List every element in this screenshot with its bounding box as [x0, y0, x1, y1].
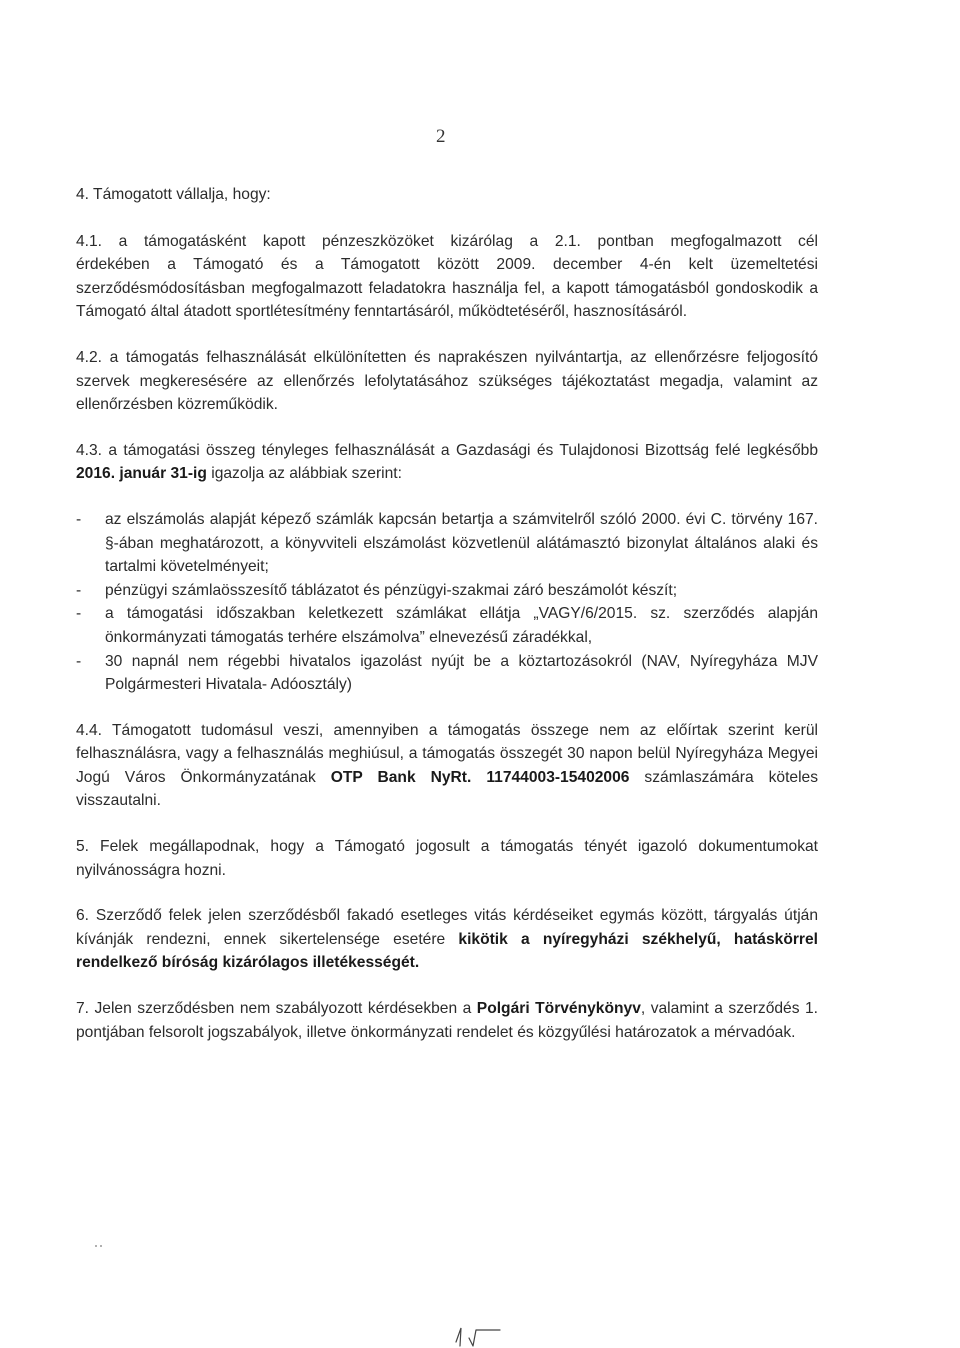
section-7 — [76, 997, 818, 1044]
list-item — [76, 508, 818, 579]
scan-speck-icon — [94, 1244, 104, 1248]
requirements-list — [76, 508, 818, 697]
section-4-3-year: 2016. — [76, 465, 116, 483]
list-item — [76, 579, 818, 603]
list-item-text: 30 napnál nem régebbi hivatalos igazolást nyújt be a köztartozásokról (NAV, Nyíregyháza MJV Polgármesteri Hivatala- Adóosztály) — [105, 652, 818, 694]
list-item-text: pénzügyi számlaösszesítő táblázatot és pénzügyi-szakmai záró beszámolót készít; — [105, 581, 678, 599]
list-dash: - — [76, 605, 82, 623]
section-6-text: 6. Szerződő felek jelen szerződésből fakadó esetleges vitás kérdéseiket egymás között, tárgyalás útján kívánják rendezni, ennek sikertelensége esetére — [76, 907, 818, 948]
document-body — [76, 183, 818, 1044]
section-4-1 — [76, 230, 818, 324]
section-4-3-deadline: január 31-ig — [119, 465, 207, 483]
list-item — [76, 650, 818, 697]
list-item — [76, 602, 818, 649]
section-4-4 — [76, 719, 818, 813]
section-6 — [76, 904, 818, 975]
list-item-text: az elszámolás alapját képező számlák kapcsán betartja a számvitelről szóló 2000. évi C. törvény 167. §-ában meghatározott, a könyvviteli elszámolást közvetlenül alátámasztó bizonylat általános alaki és tartalmi követelményeit; — [105, 510, 818, 576]
bank-name: OTP Bank NyRt. — [330, 768, 472, 786]
section-7-after: , valamint a szerződés 1. pontjában felsorolt jogszabályok, illetve önkormányzati rendelet és közgyűlési határozatok a mérvadóak. — [76, 1000, 819, 1041]
handwritten-initials-icon — [452, 1322, 512, 1348]
section-6-jurisdiction: kikötik a nyíregyházi székhelyű, hatáskörrel rendelkező bíróság kizárólagos illetékességét. — [76, 930, 818, 972]
section-4-1-text: érdekében a Támogató és a Támogatott között 2009. december 4-én kelt üzemeltetési szerződésmódosításban megfogalmazott feladatokra használja fel, a kapott támogatásból gondoskodik a Támogató által átadott sportlétesítmény fenntartásáról, működtetéséről, hasznosításáról. — [76, 256, 818, 321]
list-dash: - — [76, 581, 82, 599]
section-4-4-text: 4.4. Támogatott tudomásul veszi, amennyiben a támogatás összege nem az előírtak szerint kerül felhasználásra, vagy a felhasználás meghiúsul, a támogatás összegét 30 napon belül Nyíregyháza Megyei Jogú Város Önkormányzatának — [76, 721, 818, 786]
section-4-3 — [76, 439, 818, 486]
section-5: 5. Felek megállapodnak, hogy a Támogató jogosult a támogatás tényét igazoló dokumentumokat nyilvánosságra hozni. — [76, 838, 818, 879]
section-4-3-text: 4.3. a támogatási összeg tényleges felhasználását a Gazdasági és Tulajdonosi Bizottság felé legkésőbb — [76, 441, 818, 459]
section-4-3-after: igazolja az alábbiak szerint: — [206, 465, 402, 483]
list-item-text: a támogatási időszakban keletkezett számlákat ellátja „VAGY/6/2015. sz. szerződés alapján önkormányzati támogatás terhére elszámolva” elnevezésű záradékkal, — [105, 605, 818, 646]
account-number: 11744003-15402006 — [486, 768, 630, 786]
page-number: 2 — [436, 126, 446, 147]
civil-code: Polgári Törvénykönyv — [476, 1000, 641, 1018]
section-7-text: 7. Jelen szerződésben nem szabályozott kérdésekben a — [76, 1000, 477, 1018]
section-4-heading: 4. Támogatott vállalja, hogy: — [76, 186, 271, 203]
list-dash: - — [76, 652, 82, 670]
section-4-1-line1: 4.1. a támogatásként kapott pénzeszközöket kizárólag a 2.1. pontban megfogalmazott cél — [76, 232, 818, 250]
list-dash: - — [76, 510, 82, 528]
section-4-2: 4.2. a támogatás felhasználását elkülönítetten és naprakészen nyilvántartja, az ellenőrzésre feljogosító szervek megkeresésére az ellenőrzés lefolytatásához szükséges tájékoztatást megadja, valamint az ellenőrzésben közreműködik. — [76, 348, 818, 414]
section-4-4-after: számlaszámára köteles visszautalni. — [76, 768, 819, 810]
